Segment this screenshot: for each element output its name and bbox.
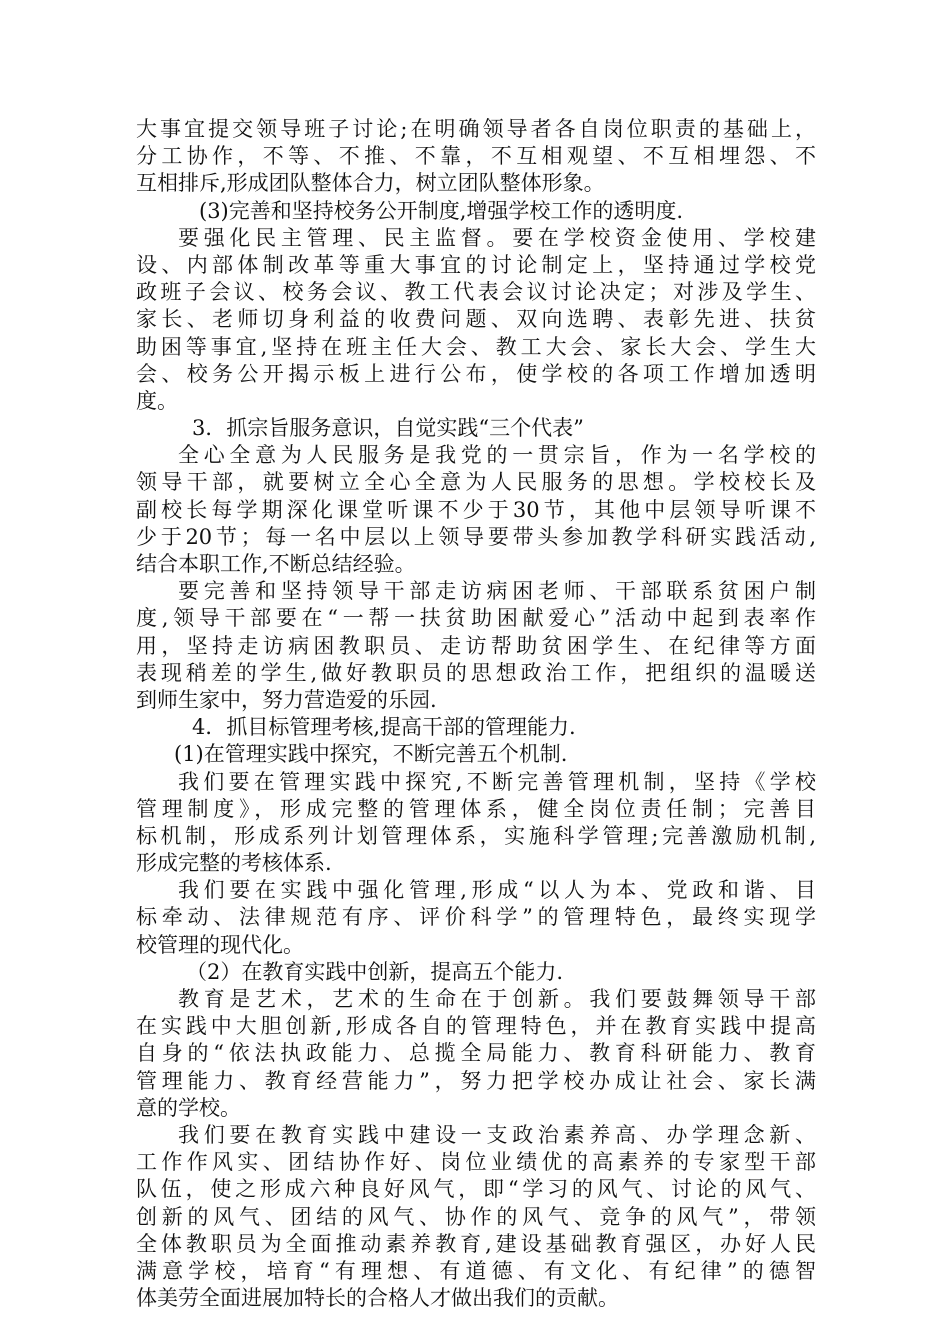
text-line: 领导干部，就要树立全心全意为人民服务的思想。学校校长及 bbox=[136, 470, 816, 495]
text-line: 互相排斥,形成团队整体合力，树立团队整体形象。 bbox=[136, 171, 605, 196]
text-line: 标牵动、法律规范有序、评价科学”的管理特色，最终实现学 bbox=[136, 905, 816, 930]
text-line: 政班子会议、校务会议、教工代表会议讨论决定；对涉及学生、 bbox=[136, 280, 816, 305]
text-line: 结合本职工作,不断总结经验。 bbox=[136, 552, 416, 576]
text-line: 体美劳全面进展加特长的合格人才做出我们的贡献。 bbox=[136, 1286, 619, 1311]
text-line: 工作作风实、团结协作好、岗位业绩优的高素养的专家型干部 bbox=[136, 1150, 816, 1175]
paragraph-first-line: 要完善和坚持领导干部走访病困老师、干部联系贫困户制 bbox=[178, 579, 816, 604]
text-line: 度。 bbox=[136, 388, 178, 413]
text-line: 家长、老师切身利益的收费问题、双向选聘、表彰先进、扶贫 bbox=[136, 307, 816, 332]
text-line: 校管理的现代化。 bbox=[136, 932, 304, 957]
text-line: 度,领导干部要在“一帮一扶贫助困献爱心”活动中起到表率作 bbox=[136, 606, 816, 631]
text-line: 分工协作，不等、不推、不靠，不互相观望、不互相埋怨、不 bbox=[136, 144, 816, 169]
text-line: 助困等事宜,坚持在班主任大会、教工大会、家长大会、学生大 bbox=[136, 334, 816, 359]
paragraph-first-line: 要强化民主管理、民主监督。要在学校资金使用、学校建 bbox=[178, 225, 816, 250]
document-body bbox=[136, 116, 816, 1312]
text-line: 形成完整的考核体系. bbox=[136, 851, 332, 876]
text-line: 全体教职员为全面推动素养教育,建设基础教育强区，办好人民 bbox=[136, 1231, 816, 1256]
section-heading: （2）在教育实践中创新，提高五个能力. bbox=[186, 959, 564, 984]
text-line: 管理能力、教育经营能力”，努力把学校办成让社会、家长满 bbox=[136, 1068, 816, 1093]
section-heading: (1)在管理实践中探究，不断完善五个机制. bbox=[174, 742, 568, 767]
paragraph-first-line: 我们要在实践中强化管理,形成“以人为本、党政和谐、目 bbox=[178, 878, 816, 903]
text-line: 意的学校。 bbox=[136, 1095, 241, 1120]
text-line: 到师生家中，努力营造爱的乐园. bbox=[136, 687, 437, 712]
text-line: 标机制，形成系列计划管理体系，实施科学管理;完善激励机制, bbox=[136, 823, 816, 848]
text-line: 创新的风气、团结的风气、协作的风气、竞争的风气”，带领 bbox=[136, 1204, 816, 1229]
paragraph-first-line: 全心全意为人民服务是我党的一贯宗旨，作为一名学校的 bbox=[178, 443, 816, 468]
text-line: 满意学校，培育“有理想、有道德、有文化、有纪律”的德智 bbox=[136, 1258, 816, 1283]
text-line: 设、内部体制改革等重大事宜的讨论制定上，坚持通过学校党 bbox=[136, 252, 816, 277]
section-heading: 3．抓宗旨服务意识，自觉实践“三个代表” bbox=[192, 416, 584, 441]
paragraph-first-line: 我们要在管理实践中探究,不断完善管理机制，坚持《学校 bbox=[178, 769, 816, 794]
text-line: 会、校务公开揭示板上进行公布，使学校的各项工作增加透明 bbox=[136, 361, 816, 386]
text-line: 大事宜提交领导班子讨论;在明确领导者各自岗位职责的基础上， bbox=[136, 117, 816, 141]
text-line: 在实践中大胆创新,形成各自的管理特色，并在教育实践中提高 bbox=[136, 1014, 816, 1039]
text-line: 表现稍差的学生,做好教职员的思想政治工作，把组织的温暖送 bbox=[136, 660, 816, 685]
text-line: 管理制度》，形成完整的管理体系，健全岗位责任制；完善目 bbox=[136, 796, 816, 821]
text-line: 副校长每学期深化课堂听课不少于30节，其他中层领导听课不 bbox=[136, 497, 816, 522]
paragraph-first-line: 教育是艺术，艺术的生命在于创新。我们要鼓舞领导干部 bbox=[178, 987, 816, 1011]
text-line: 少于20节；每一名中层以上领导要带头参加教学科研实践活动, bbox=[136, 524, 816, 549]
text-line: 队伍，使之形成六种良好风气，即“学习的风气、讨论的风气、 bbox=[136, 1177, 816, 1202]
text-line: 自身的“依法执政能力、总揽全局能力、教育科研能力、教育 bbox=[136, 1041, 816, 1066]
text-line: 用，坚持走访病困教职员、走访帮助贫困学生、在纪律等方面 bbox=[136, 633, 816, 658]
section-heading: 4．抓目标管理考核,提高干部的管理能力. bbox=[192, 715, 576, 740]
paragraph-first-line: 我们要在教育实践中建设一支政治素养高、办学理念新、 bbox=[178, 1122, 816, 1147]
section-heading: (3)完善和坚持校务公开制度,增强学校工作的透明度. bbox=[199, 198, 684, 223]
